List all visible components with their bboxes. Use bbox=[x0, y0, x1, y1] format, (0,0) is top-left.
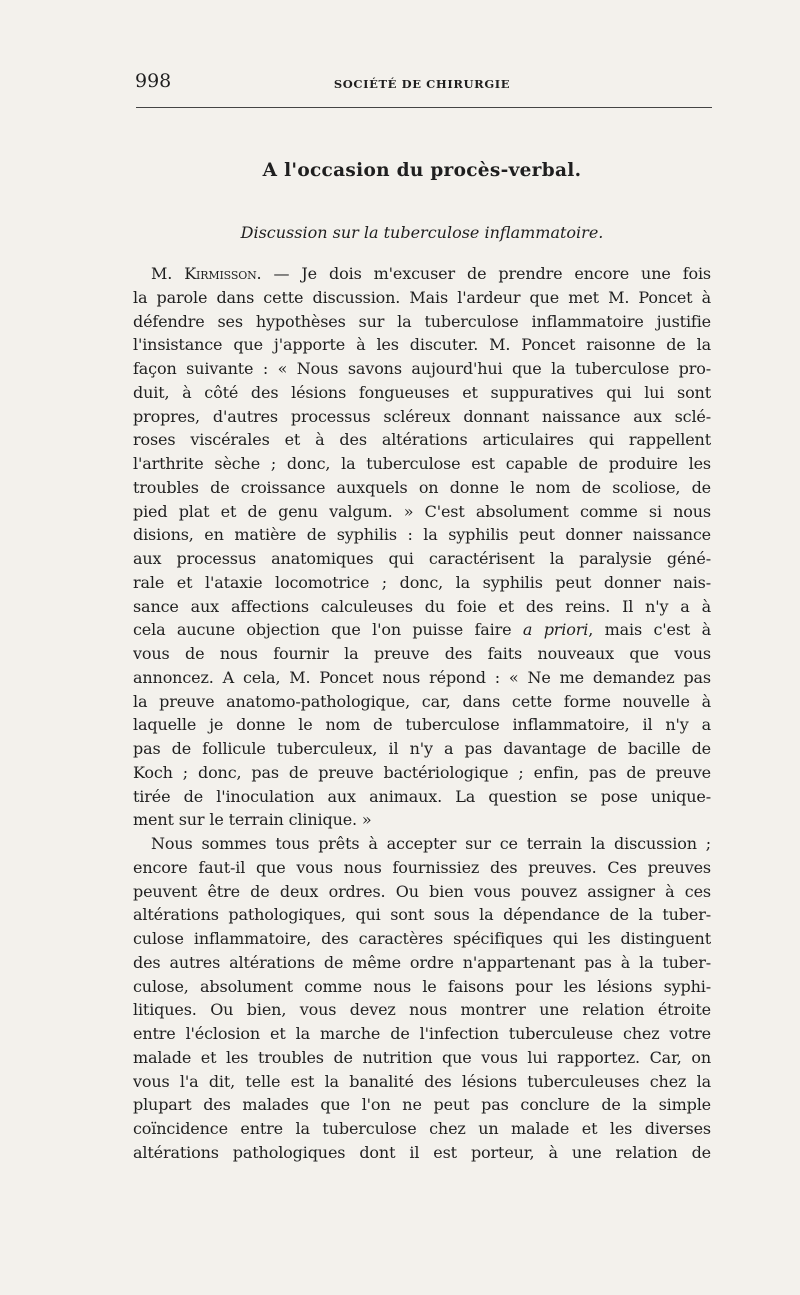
text-line: l'insistance que j'apporte à les discuter. M. Poncet raisonne de la bbox=[133, 335, 711, 355]
text-line: altérations pathologiques dont il est porteur, à une relation de bbox=[133, 1142, 711, 1162]
page-number: 998 bbox=[135, 70, 172, 92]
text-line: encore faut-il que vous nous fournissiez des preuves. Ces preuves bbox=[133, 857, 711, 877]
page-header bbox=[133, 70, 711, 100]
text-line: vous de nous fournir la preuve des faits nouveaux que vous bbox=[133, 644, 711, 663]
text-line: sance aux affections calculeuses du foie et des reins. Il n'y a à bbox=[133, 596, 711, 616]
text-line: tirée de l'inoculation aux animaux. La question se pose unique- bbox=[133, 786, 711, 806]
text-line: Nous sommes tous prêts à accepter sur ce terrain la discussion ; bbox=[151, 834, 711, 853]
text-line: des autres altérations de même ordre n'appartenant pas à la tuber- bbox=[133, 952, 711, 972]
text-line: roses viscérales et à des altérations articulaires qui rappellent bbox=[133, 430, 711, 450]
text-line: défendre ses hypothèses sur la tuberculose inflammatoire justifie bbox=[133, 311, 711, 331]
text-line: M. Kirmisson. — Je dois m'excuser de prendre encore une fois bbox=[151, 264, 711, 283]
text-line: coïncidence entre la tuberculose chez un malade et les diverses bbox=[133, 1119, 711, 1138]
text-line: cela aucune objection que l'on puisse faire a priori, mais c'est à bbox=[133, 620, 711, 640]
text-line: annoncez. A cela, M. Poncet nous répond : « Ne me demandez pas bbox=[133, 667, 711, 687]
text-line: aux processus anatomiques qui caractérisent la paralysie géné- bbox=[133, 549, 711, 568]
text-line: litiques. Ou bien, vous devez nous montrer une relation étroite bbox=[133, 1000, 711, 1020]
text-line: laquelle je donne le nom de tuberculose inflammatoire, il n'y a bbox=[133, 715, 711, 735]
text-line: la parole dans cette discussion. Mais l'ardeur que met M. Poncet à bbox=[133, 287, 711, 307]
text-line: altérations pathologiques, qui sont sous la dépendance de la tuber- bbox=[133, 905, 711, 925]
text-line: vous l'a dit, telle est la banalité des lésions tuberculeuses chez la bbox=[133, 1071, 711, 1091]
section-title: A l'occasion du procès-verbal. bbox=[262, 160, 582, 181]
text-line: Koch ; donc, pas de preuve bactériologique ; enfin, pas de preuve bbox=[133, 762, 711, 782]
text-line: pas de follicule tuberculeux, il n'y a pas davantage de bacille de bbox=[133, 739, 711, 758]
text-line: la preuve anatomo-pathologique, car, dans cette forme nouvelle à bbox=[133, 691, 711, 711]
text-line: propres, d'autres processus scléreux donnant naissance aux sclé- bbox=[133, 406, 711, 426]
text-line: rale et l'ataxie locomotrice ; donc, la syphilis peut donner nais- bbox=[133, 572, 711, 592]
text-line: peuvent être de deux ordres. Ou bien vous pouvez assigner à ces bbox=[133, 881, 711, 901]
text-line: culose inflammatoire, des caractères spécifiques qui les distinguent bbox=[133, 929, 711, 948]
text-line: duit, à côté des lésions fongueuses et suppuratives qui lui sont bbox=[133, 382, 711, 402]
italic-phrase: a priori bbox=[522, 620, 589, 640]
running-head: SOCIÉTÉ DE CHIRURGIE bbox=[333, 77, 511, 91]
text-line: plupart des malades que l'on ne peut pas conclure de la simple bbox=[133, 1095, 711, 1115]
text-line: façon suivante : « Nous savons aujourd'hui que la tuberculose pro- bbox=[133, 359, 711, 378]
section-subtitle: Discussion sur la tuberculose inflammatoire. bbox=[240, 223, 604, 242]
text-line: ment sur le terrain clinique. » bbox=[133, 810, 372, 830]
speaker-name: M. Kirmisson. bbox=[151, 264, 262, 283]
text-line: l'arthrite sèche ; donc, la tuberculose est capable de produire les bbox=[133, 454, 711, 473]
header-rule bbox=[136, 107, 712, 108]
text-line: disions, en matière de syphilis : la syphilis peut donner naissance bbox=[133, 525, 711, 545]
text-line: entre l'éclosion et la marche de l'infection tuberculeuse chez votre bbox=[133, 1024, 711, 1043]
text-line: culose, absolument comme nous le faisons pour les lésions syphi- bbox=[133, 976, 711, 996]
text-line: malade et les troubles de nutrition que vous lui rapportez. Car, on bbox=[133, 1047, 711, 1067]
text-line: troubles de croissance auxquels on donne le nom de scoliose, de bbox=[133, 477, 711, 497]
text-line: pied plat et de genu valgum. » C'est absolument comme si nous bbox=[133, 501, 711, 521]
body-text bbox=[133, 262, 711, 1165]
